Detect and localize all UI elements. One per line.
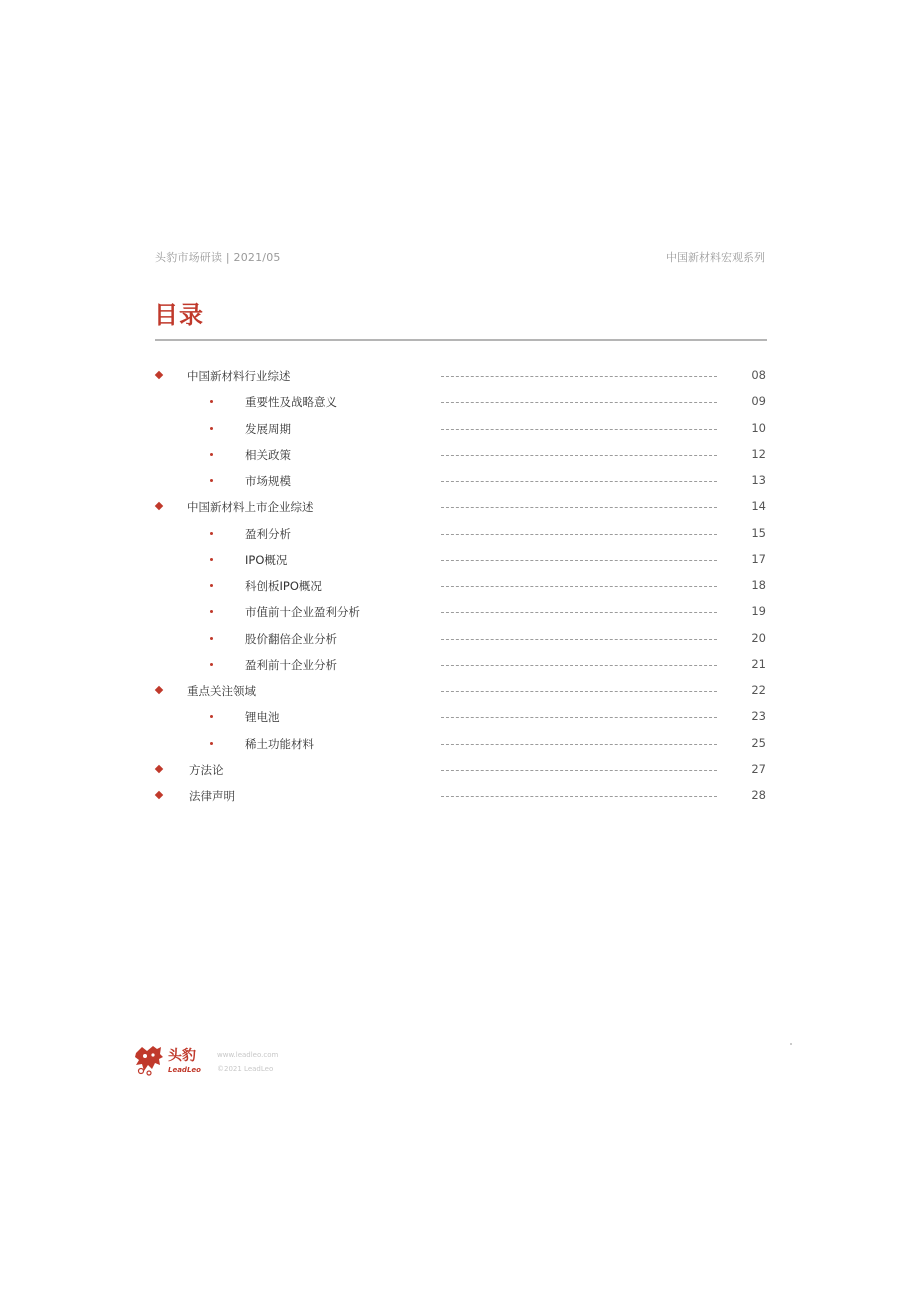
toc-entry-label[interactable]: IPO概况: [245, 552, 288, 567]
dot-bullet-icon: [210, 715, 213, 718]
toc-subsection-row[interactable]: [155, 417, 767, 443]
toc-entry-label[interactable]: 盈利分析: [245, 526, 291, 541]
toc-page-number[interactable]: 12: [751, 446, 766, 461]
toc-section-row[interactable]: [155, 495, 767, 521]
toc-entry-label[interactable]: 市值前十企业盈利分析: [245, 605, 360, 620]
toc-subsection-row[interactable]: [155, 574, 767, 600]
toc-entry-label[interactable]: 发展周期: [245, 421, 291, 436]
page-speck: [790, 1043, 792, 1045]
toc-page-number[interactable]: 23: [751, 709, 766, 724]
toc-page-number[interactable]: 21: [751, 656, 766, 671]
diamond-bullet-icon: [155, 686, 163, 694]
toc-entry-label[interactable]: 股价翻倍企业分析: [245, 631, 337, 646]
dotted-leader: [441, 770, 717, 771]
dotted-leader: [441, 665, 717, 666]
diamond-bullet-icon: [155, 371, 163, 379]
dotted-leader: [441, 429, 717, 430]
dotted-leader: [441, 481, 717, 482]
toc-page-number[interactable]: 10: [751, 420, 766, 435]
toc-page-number[interactable]: 20: [751, 630, 766, 645]
toc-entry-label[interactable]: 市场规模: [245, 474, 291, 488]
header-report-series: 头豹市场研读 | 2021/05: [155, 251, 281, 264]
toc-subsection-row[interactable]: [155, 627, 767, 653]
toc-section-row[interactable]: [155, 679, 767, 705]
dot-bullet-icon: [210, 479, 213, 482]
leadleo-logo: [133, 1043, 213, 1077]
toc-page-number[interactable]: 08: [751, 368, 766, 382]
dot-bullet-icon: [210, 742, 213, 745]
toc-section-row[interactable]: [155, 758, 767, 784]
toc-entry-label[interactable]: 重要性及战略意义: [245, 395, 337, 410]
toc-entry-label[interactable]: 方法论: [189, 762, 224, 777]
toc-subsection-row[interactable]: [155, 732, 767, 758]
dot-bullet-icon: [210, 400, 213, 403]
logo-en-text: LeadLeo: [168, 1066, 201, 1074]
toc-page-number[interactable]: 22: [751, 683, 766, 697]
toc-entry-label[interactable]: 中国新材料行业综述: [187, 369, 291, 383]
toc-subsection-row[interactable]: [155, 443, 767, 469]
toc-subsection-row[interactable]: [155, 469, 767, 495]
toc-entry-label[interactable]: 重点关注领域: [187, 684, 256, 698]
toc-page-number[interactable]: 14: [751, 499, 766, 514]
toc-entry-label[interactable]: 法律声明: [189, 789, 235, 803]
toc-entry-label[interactable]: 盈利前十企业分析: [245, 657, 337, 672]
toc-page-number[interactable]: 13: [751, 473, 766, 487]
diamond-bullet-icon: [155, 791, 163, 799]
dotted-leader: [441, 796, 717, 797]
dot-bullet-icon: [210, 584, 213, 587]
diamond-bullet-icon: [155, 502, 163, 510]
toc-page-number[interactable]: 18: [751, 578, 766, 592]
title-divider: [155, 339, 767, 341]
dot-bullet-icon: [210, 532, 213, 535]
toc-subsection-row[interactable]: [155, 548, 767, 574]
toc-entry-label[interactable]: 中国新材料上市企业综述: [187, 500, 314, 515]
dot-bullet-icon: [210, 453, 213, 456]
footer-info: [217, 1048, 278, 1076]
footer-website[interactable]: www.leadleo.com: [217, 1051, 279, 1059]
toc-page-number[interactable]: 25: [751, 735, 766, 750]
header-macro-series: 中国新材料宏观系列: [666, 251, 765, 264]
dotted-leader: [441, 612, 717, 613]
dot-bullet-icon: [210, 558, 213, 561]
toc-subsection-row[interactable]: [155, 390, 767, 416]
dotted-leader: [441, 639, 717, 640]
dotted-leader: [441, 560, 717, 561]
toc-entry-label[interactable]: 稀土功能材料: [245, 736, 314, 751]
dotted-leader: [441, 744, 717, 745]
dotted-leader: [441, 455, 717, 456]
page-title: 目录: [154, 301, 204, 329]
toc-entry-label[interactable]: 科创板IPO概况: [245, 579, 322, 593]
toc-page-number[interactable]: 15: [751, 525, 766, 540]
dot-bullet-icon: [210, 610, 213, 613]
dotted-leader: [441, 534, 717, 535]
toc-page-number[interactable]: 27: [751, 761, 766, 776]
dotted-leader: [441, 691, 717, 692]
toc-subsection-row[interactable]: [155, 522, 767, 548]
dot-bullet-icon: [210, 427, 213, 430]
toc-page-number[interactable]: 19: [751, 604, 766, 619]
toc-page-number[interactable]: 28: [751, 788, 766, 802]
toc-entry-label[interactable]: 锂电池: [245, 710, 280, 725]
diamond-bullet-icon: [155, 765, 163, 773]
dot-bullet-icon: [210, 663, 213, 666]
toc-subsection-row[interactable]: [155, 653, 767, 679]
leopard-icon: [133, 1043, 213, 1077]
toc-subsection-row[interactable]: [155, 600, 767, 626]
toc-entry-label[interactable]: 相关政策: [245, 447, 291, 462]
dotted-leader: [441, 402, 717, 403]
toc-section-row[interactable]: [155, 364, 767, 390]
toc-subsection-row[interactable]: [155, 705, 767, 731]
toc-page-number[interactable]: 09: [751, 394, 766, 409]
dotted-leader: [441, 586, 717, 587]
footer-copyright: ©2021 LeadLeo: [217, 1065, 274, 1073]
table-of-contents: [155, 364, 767, 810]
dotted-leader: [441, 717, 717, 718]
logo-cn-text: 头豹: [168, 1048, 196, 1064]
dotted-leader: [441, 507, 717, 508]
dotted-leader: [441, 376, 717, 377]
dot-bullet-icon: [210, 637, 213, 640]
toc-section-row[interactable]: [155, 784, 767, 810]
toc-page-number[interactable]: 17: [751, 551, 766, 566]
